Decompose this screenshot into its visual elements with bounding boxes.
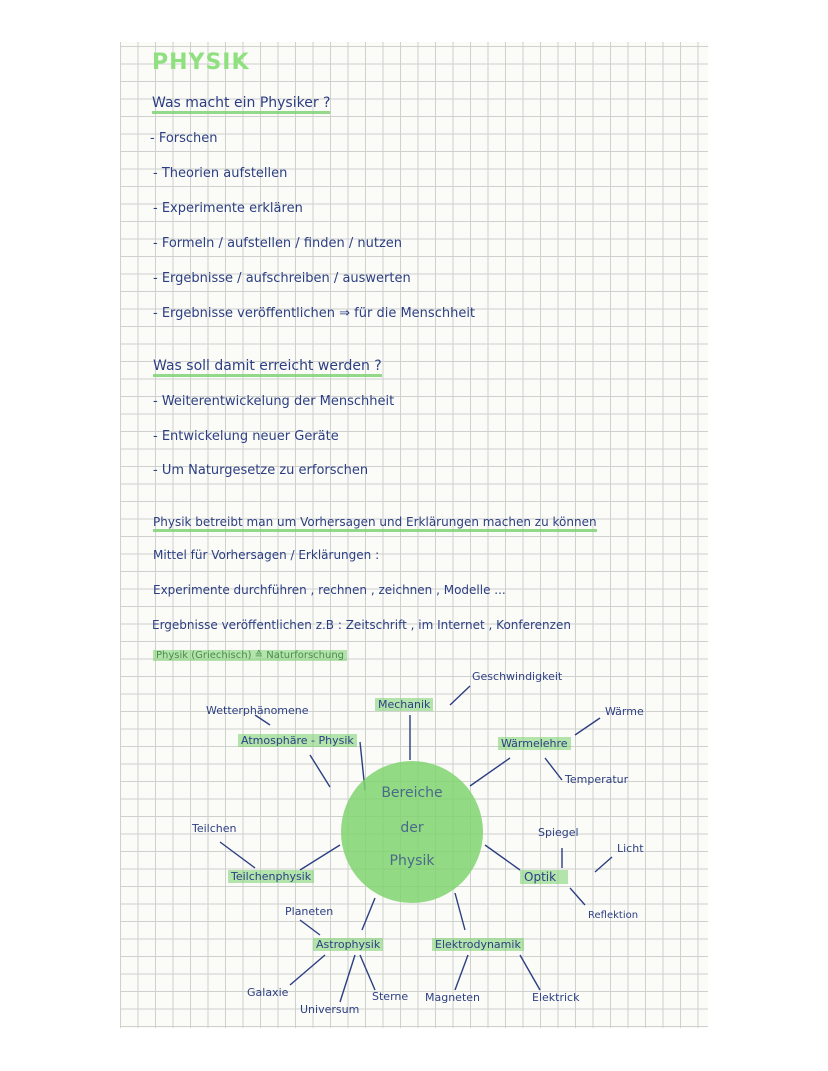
statement: Physik betreibt man um Vorhersagen und Erklärungen machen zu können [153,515,597,532]
page-title: PHYSIK [152,50,250,75]
leaf-sterne: Sterne [372,990,409,1003]
branch-astrophysik: Astrophysik [313,938,383,951]
leaf-galaxie: Galaxie [247,986,289,999]
text-line: Experimente durchführen , rechnen , zeichnen , Modelle ... [153,583,506,597]
list-item: - Entwickelung neuer Geräte [153,429,339,444]
question-1: Was macht ein Physiker ? [152,95,330,114]
list-item: - Formeln / aufstellen / finden / nutzen [153,236,403,251]
leaf-spiegel: Spiegel [538,826,579,839]
greek-definition: Physik (Griechisch) ≙ Naturforschung [153,650,347,661]
leaf-geschwindigkeit: Geschwindigkeit [472,670,563,683]
leaf-planeten: Planeten [285,905,334,918]
list-item: - Forschen [150,131,218,146]
center-label [362,785,462,885]
leaf-magneten: Magneten [425,991,481,1004]
leaf-teilchen: Teilchen [192,822,237,835]
leaf-universum: Universum [300,1003,360,1016]
leaf-wetter: Wetterphänomene [206,704,309,717]
leaf-waerme: Wärme [605,705,644,718]
list-item: - Ergebnisse veröffentlichen ⇒ für die Menschheit [153,306,476,321]
question-2: Was soll damit erreicht werden ? [153,358,382,377]
branch-waermelehre: Wärmelehre [498,737,571,750]
leaf-reflektion: Reflektion [588,910,639,921]
list-item: - Experimente erklären [153,201,303,216]
list-item: - Weiterentwickelung der Menschheit [153,394,395,409]
branch-optik: Optik [520,870,568,884]
text-line: Ergebnisse veröffentlichen z.B : Zeitschrift , im Internet , Konferenzen [152,618,571,632]
center-line: Bereiche [381,785,443,801]
leaf-temperatur: Temperatur [565,773,629,786]
leaf-licht: Licht [617,842,644,855]
list-item: - Um Naturgesetze zu erforschen [153,463,369,478]
list-item: - Ergebnisse / aufschreiben / auswerten [153,271,411,286]
branch-teilchenphysik: Teilchenphysik [228,870,314,883]
leaf-elektrik: Elektrick [532,991,580,1004]
center-line: der [400,820,424,836]
list-item: - Theorien aufstellen [153,166,288,181]
branch-elektrodynamik: Elektrodynamik [432,938,524,951]
branch-mechanik: Mechanik [375,698,433,711]
text-line: Mittel für Vorhersagen / Erklärungen : [153,548,380,562]
center-line: Physik [389,853,435,869]
branch-atmosphaere: Atmosphäre - Physik [238,734,357,747]
